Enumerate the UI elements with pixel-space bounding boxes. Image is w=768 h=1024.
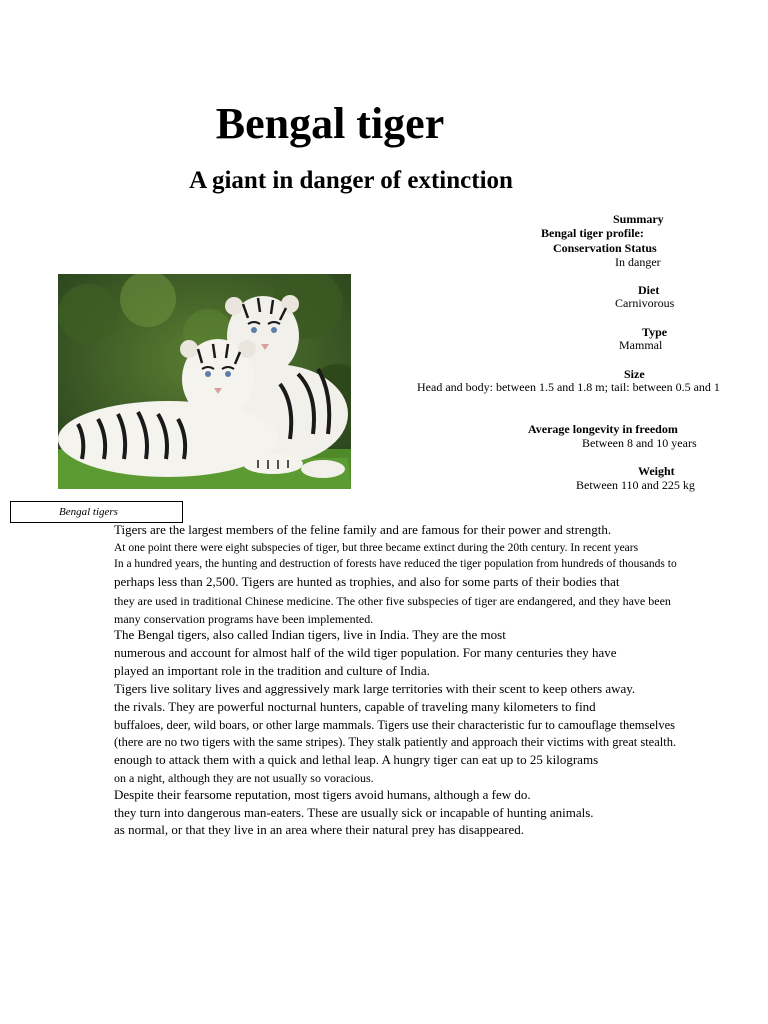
body-line: Despite their fearsome reputation, most tigers avoid humans, although a few do. — [114, 787, 531, 802]
photo-caption-box — [10, 501, 183, 523]
page-title: Bengal tiger — [215, 99, 445, 148]
longevity-value: Between 8 and 10 years — [582, 436, 697, 450]
conservation-label: Conservation Status — [553, 241, 657, 255]
body-line: as normal, or that they live in an area where their natural prey has disappeared. — [114, 822, 525, 837]
type-label: Type — [642, 325, 668, 339]
body-line: Tigers live solitary lives and aggressively mark large territories with their scent to keep others away. — [114, 681, 636, 696]
diet-value: Carnivorous — [615, 296, 675, 310]
body-line: Tigers are the largest members of the feline family and are famous for their power and strength. — [114, 522, 612, 537]
body-line: In a hundred years, the hunting and destruction of forests have reduced the tiger population from hundreds of thousands to — [114, 558, 677, 570]
body-line: numerous and account for almost half of the wild tiger population. For many centuries they have — [114, 645, 617, 660]
body-line: (there are no two tigers with the same stripes). They stalk patiently and approach their victims with great stealth. — [114, 735, 677, 749]
size-value: Head and body: between 1.5 and 1.8 m; tail: between 0.5 and 1 — [417, 380, 720, 394]
body-line: perhaps less than 2,500. Tigers are hunted as trophies, and also for some parts of their bodies that — [114, 574, 620, 589]
body-line: buffaloes, deer, wild boars, or other large mammals. Tigers use their characteristic fur to camouflage themselves — [114, 718, 676, 732]
body-line: the rivals. They are powerful nocturnal hunters, capable of traveling many kilometers to find — [114, 699, 596, 714]
longevity-label: Average longevity in freedom — [528, 422, 678, 436]
size-label: Size — [624, 367, 645, 381]
body-line: The Bengal tigers, also called Indian tigers, live in India. They are the most — [114, 627, 506, 642]
type-value: Mammal — [619, 338, 663, 352]
profile-label: Bengal tiger profile: — [541, 226, 644, 240]
weight-value: Between 110 and 225 kg — [576, 478, 695, 492]
photo-caption: Bengal tigers — [59, 506, 118, 518]
tigers-illustration — [58, 274, 351, 489]
body-line: enough to attack them with a quick and lethal leap. A hungry tiger can eat up to 25 kilograms — [114, 752, 599, 767]
body-line: many conservation programs have been implemented. — [114, 612, 374, 626]
body-line: played an important role in the tradition and culture of India. — [114, 663, 430, 678]
conservation-value: In danger — [615, 255, 661, 269]
body-line: they are used in traditional Chinese medicine. The other five subspecies of tiger are endangered, and they have been — [114, 594, 671, 608]
diet-label: Diet — [638, 283, 660, 297]
weight-label: Weight — [638, 464, 675, 478]
body-line: they turn into dangerous man-eaters. These are usually sick or incapable of hunting animals. — [114, 805, 594, 820]
body-line: on a night, although they are not usually so voracious. — [114, 771, 374, 785]
body-line: At one point there were eight subspecies of tiger, but three became extinct during the 20th century. In recent years — [114, 542, 639, 554]
page-subtitle: A giant in danger of extinction — [189, 167, 513, 194]
summary-heading: Summary — [613, 212, 664, 226]
tigers-photo — [58, 274, 351, 489]
